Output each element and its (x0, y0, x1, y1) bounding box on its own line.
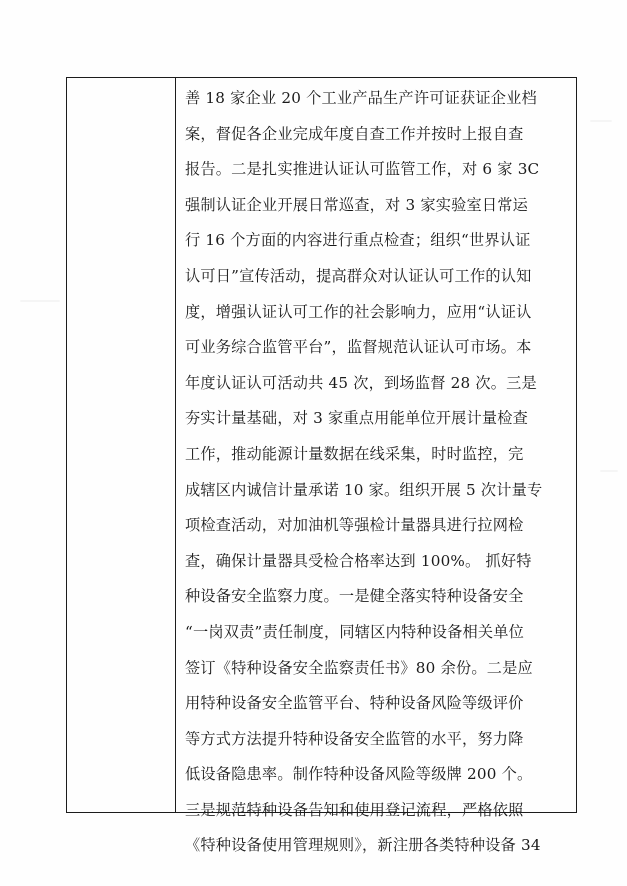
text-line: 夯实计量基础，对 3 家重点用能单位开展计量检查 (185, 409, 529, 428)
text-line: 成辖区内诚信计量承诺 10 家。组织开展 5 次计量专 (185, 480, 543, 499)
scan-mark (600, 470, 618, 472)
text-line: 工作，推动能源计量数据在线采集，时时监控，完 (185, 444, 524, 463)
text-line: 报告。二是扎实推进认证认可监管工作，对 6 家 3C (185, 160, 540, 179)
text-line: 《特种设备使用管理规则》，新注册各类特种设备 34 (185, 836, 541, 855)
table-column-divider (175, 78, 176, 812)
scan-mark (20, 300, 60, 302)
document-table (66, 77, 577, 855)
table-left-cell (67, 78, 175, 812)
text-line: 案，督促各企业完成年度自查工作并按时上报自查 (185, 124, 524, 143)
text-line: 行 16 个方面的内容进行重点检查；组织“世界认证 (185, 231, 531, 250)
table-content-cell (185, 81, 573, 855)
text-line: 种设备安全监察力度。一是健全落实特种设备安全 (185, 587, 524, 606)
text-line: 三是规范特种设备告知和使用登记流程，严格依照 (185, 800, 524, 819)
text-line: 强制认证企业开展日常巡查，对 3 家实验室日常运 (185, 195, 529, 214)
text-line: 年度认证认可活动共 45 次，到场监督 28 次。三是 (185, 373, 537, 392)
text-line: 低设备隐患率。制作特种设备风险等级牌 200 个。 (185, 765, 533, 784)
text-line: 善 18 家企业 20 个工业产品生产许可证获证企业档 (185, 89, 537, 107)
text-line: 可业务综合监管平台”，监督规范认证认可市场。本 (185, 338, 532, 357)
text-line: 项检查活动，对加油机等强检计量器具进行拉网检 (185, 516, 524, 535)
scan-mark (590, 120, 612, 122)
text-line: 签订《特种设备安全监察责任书》80 余份。二是应 (185, 658, 533, 677)
text-line: 度，增强认证认可工作的社会影响力，应用“认证认 (185, 302, 532, 321)
text-line: “一岗双责”责任制度，同辖区内特种设备相关单位 (185, 622, 525, 641)
text-line: 认可日”宣传活动，提高群众对认证认可工作的认知 (185, 266, 532, 285)
text-line: 用特种设备安全监管平台、特种设备风险等级评价 (185, 694, 524, 713)
text-line: 等方式方法提升特种设备安全监管的水平，努力降 (185, 729, 524, 748)
text-line: 查，确保计量器具受检合格率达到 100%。 抓好特 (185, 551, 532, 570)
